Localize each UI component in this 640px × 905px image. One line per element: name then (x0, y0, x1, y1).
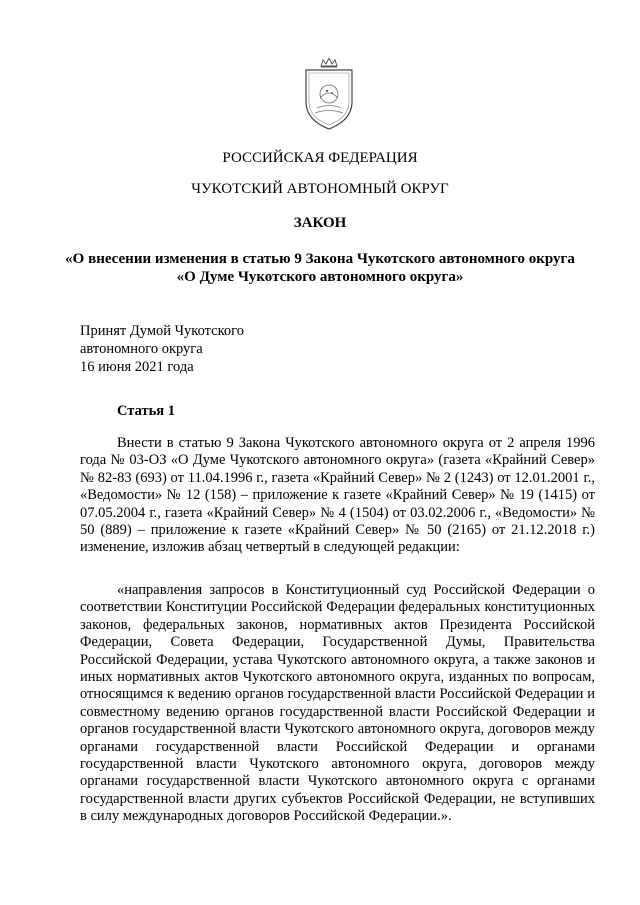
law-subject-line-1: «О внесении изменения в статью 9 Закона Чукотского автономного округа (65, 251, 575, 267)
adoption-line-1: Принят Думой Чукотского (80, 323, 245, 339)
adoption-date: 16 июня 2021 года (80, 359, 194, 375)
article-paragraph-2: «направления запросов в Конституционный суд Российской Федерации о соответствии Конституции Российской Федерации федеральных конституционных законов, федеральных законов, нормативных актов Президента Российской Федерации, Совета Федерации, Государственной Думы, Правительства Российской Федерации, устава Чукотского автономного округа, а также законов и иных нормативных актов Чукотского автономного округа, изданных по вопросам, относящимся к ведению органов государственной власти Российской Федерации и совместному ведению органов государственной власти Российской Федерации и органов государственной власти Чукотского автономного округа, договоров между органами государственной власти Российской Федерации и органами государственной власти Чукотского автономного округа, договоров между органами государственной власти Чукотского автономного округа с органами государственной власти других субъектов Российской Федерации, не вступивших в силу международных договоров Российской Федерации.». (80, 582, 595, 825)
law-subject-title (0, 250, 640, 286)
article-title: Статья 1 (117, 403, 175, 419)
adoption-line-2: автономного округа (80, 341, 203, 357)
article-paragraph-1: Внести в статью 9 Закона Чукотского автономного округа от 2 апреля 1996 года № 03-ОЗ «О Думе Чукотского автономного округа» (газета «Крайний Север» № 82-83 (693) от 11.04.1996 г., газета «Крайний Север» № 2 (1243) от 12.01.2001 г., «Ведомости» № 12 (158) – приложение к газете «Крайний Север» № 19 (1415) от 07.05.2004 г., газета «Крайний Север» № 4 (1504) от 03.02.2006 г., «Ведомости» № 50 (889) – приложение к газете «Крайний Север» № 50 (2165) от 21.12.2018 г.) изменение, изложив абзац четвертый в следующей редакции: (80, 435, 595, 556)
region-heading: ЧУКОТСКИЙ АВТОНОМНЫЙ ОКРУГ (191, 181, 449, 197)
document-type-heading: ЗАКОН (293, 215, 347, 231)
law-subject-line-2: «О Думе Чукотского автономного округа» (176, 269, 464, 285)
adoption-info (80, 322, 244, 376)
country-heading: РОССИЙСКАЯ ФЕДЕРАЦИЯ (222, 150, 418, 166)
coat-of-arms-emblem-icon (303, 58, 355, 132)
